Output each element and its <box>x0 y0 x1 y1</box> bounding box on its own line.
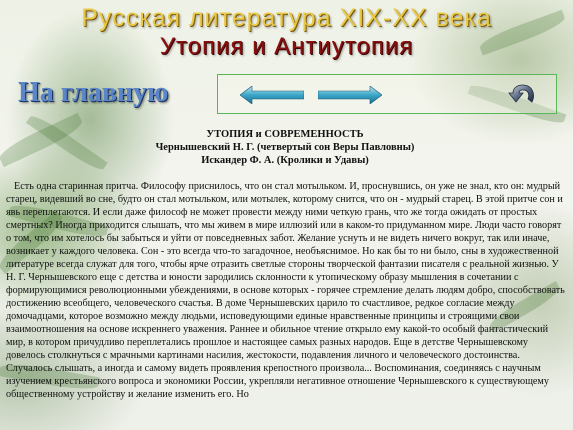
page-subtitle: Утопия и Антиутопия <box>159 33 414 60</box>
heading-line-topic: УТОПИЯ и СОВРЕМЕННОСТЬ <box>206 129 364 140</box>
return-arrow-icon[interactable] <box>506 80 540 110</box>
heading-line-author-1: Чернышевский Н. Г. (четвертый сон Веры Павловны) <box>155 142 415 153</box>
home-link[interactable]: На главную <box>18 77 169 108</box>
page-title: Русская литература XIX-XX века <box>81 4 492 32</box>
heading-line-author-2: Искандер Ф. А. (Кролики и Удавы) <box>201 155 369 166</box>
arrow-right-icon[interactable] <box>318 86 382 104</box>
article-heading <box>60 128 510 167</box>
article-body: Есть одна старинная притча. Философу приснилось, что он стал мотыльком. И, проснувшись, он уже не знал, кто он: мудрый старец, видевший во сне, будто он стал мотыльком, или мотылек, которому снится, что он - мудрый старец. В этой притче сон и явь переплетаются. И если даже философ не может провести между ними четкую грань, что же тогда ожидать от простых смертных? Иногда приходится слышать, что мы живем в мире иллюзий или в каком-то придуманном мире. Люди часто говорят о том, что им хотелось бы забыться и уйти от повседневных забот. Желание уснуть и не видеть ничего вокруг, так или иначе, возникает у каждого человека. Сон - это всегда что-то загадочное, необъяснимое. Но как бы то ни было, сны в художественной литературе всегда служат для того, чтобы ярче отразить светлые стороны творческой фантазии писателя с реальной жизнью. У Н. Г. Чернышевского еще с детства и юности зародились склонности к утопическому образу мышления в сочетании с формирующимися революционными убеждениями, в основе которых - горячее стремление делать людям добро, способствовать достижению всеобщего, человеческого счастья. В доме Чернышевских царило то счастливое, редкое согласие между домочадцами, которое возможно между людьми, исповедующими единые нравственные принципы и строящими свои взаимоотношения на основе искреннего уважения. Раннее и обильное чтение открыло ему какой-то особый фантастический мир, в котором причудливо переплетались прошлое и настоящее самых разных народов. Еще в детстве Чернышевскому довелось столкнуться с мрачными картинами насилия, жестокости, подавления личного и человеческого достоинства. Случалось слышать, а иногда и самому видеть проявления крепостного произвола... Воспоминания, соединяясь с научным изучением крестьянского вопроса и экономики России, укрепляли негативное отношение Чернышевского к существующему общественному устройству и желание изменить его. Но <box>6 181 565 400</box>
arrow-left-icon[interactable] <box>240 86 304 104</box>
